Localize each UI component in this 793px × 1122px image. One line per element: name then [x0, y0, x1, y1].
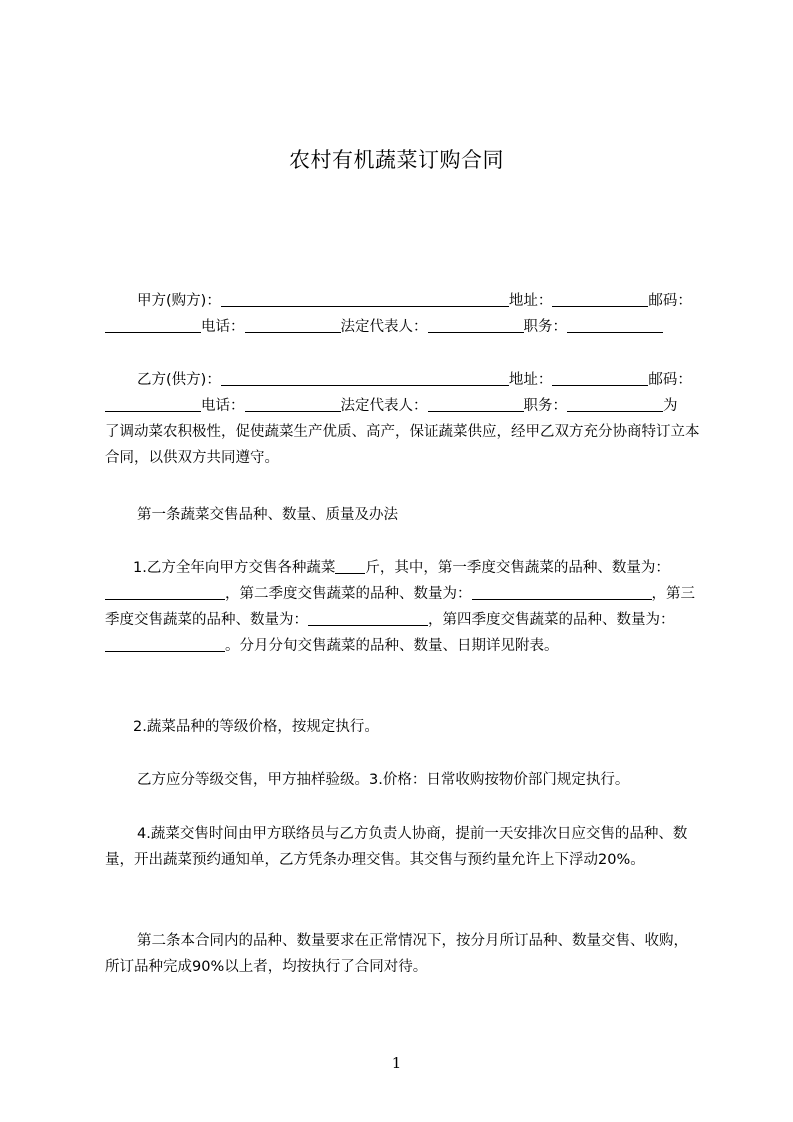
article1-item3: 乙方应分等级交售，甲方抽样验级。3.价格：日常收购按物价部门规定执行。	[137, 772, 630, 788]
party-a-postcode-blank	[105, 316, 201, 333]
article1-item1	[105, 555, 702, 659]
party-b-phone-label: 电话：	[201, 398, 245, 414]
item1-q2-blank	[472, 583, 652, 600]
party-b-rep-label: 法定代表人：	[340, 398, 428, 414]
item1-part-b: 斤，其中，第一季度交售蔬菜的品种、数量为：	[365, 560, 670, 576]
party-a-postcode-label: 邮码：	[648, 293, 692, 309]
party-a-position-blank	[567, 316, 663, 333]
item1-part-a: 1.乙方全年向甲方交售各种蔬菜	[133, 560, 336, 576]
item1-quantity-blank	[335, 557, 365, 574]
party-a-phone-blank	[245, 316, 341, 333]
party-b-address-blank	[552, 369, 648, 386]
party-b-name-blank	[221, 369, 509, 386]
item1-part-f: 。分月分旬交售蔬菜的品种、数量、日期详见附表。	[225, 638, 559, 654]
party-b-postcode-blank	[105, 395, 201, 412]
party-a-phone-label: 电话：	[201, 319, 245, 335]
party-b-rep-blank	[428, 395, 524, 412]
party-a-address-blank	[552, 290, 648, 307]
party-a-label: 甲方(购方)：	[137, 293, 221, 309]
item1-part-c: ，第二季度交售蔬菜的品种、数量为：	[225, 586, 472, 602]
party-b-position-blank	[567, 395, 663, 412]
article1-item2: 2.蔬菜品种的等级价格，按规定执行。	[133, 719, 379, 735]
party-b-address-label: 地址：	[508, 372, 553, 388]
item1-q3-blank	[308, 609, 428, 626]
party-a-position-label: 职务：	[523, 319, 567, 335]
item1-part-e: ，第四季度交售蔬菜的品种、数量为：	[428, 612, 675, 628]
article1-item4: 4.蔬菜交售时间由甲方联络员与乙方负责人协商，提前一天安排次日应交售的品种、数量，开出蔬菜预约通知单，乙方凭条办理交售。其交售与预约量允许上下浮动20%。	[105, 826, 688, 868]
party-a-rep-blank	[428, 316, 524, 333]
party-b-phone-blank	[245, 395, 341, 412]
document-title: 农村有机蔬菜订购合同	[289, 148, 504, 172]
party-b-purpose: 了调动菜农积极性，促使蔬菜生产优质、高产，保证蔬菜供应，经甲乙双方充分协商特订立本合同，以供双方共同遵守。	[105, 424, 700, 466]
party-b-label: 乙方(供方)：	[137, 372, 221, 388]
item1-part-d: ，第三季度交售蔬菜的品种、数量为：	[105, 586, 695, 628]
item1-q4-blank	[105, 635, 225, 652]
item1-q1-blank	[105, 583, 225, 600]
party-b-tail: 为	[663, 398, 678, 414]
party-a-address-label: 地址：	[508, 293, 553, 309]
page-number: 1	[391, 1054, 402, 1072]
party-b-position-label: 职务：	[523, 398, 567, 414]
party-a-block	[105, 288, 702, 340]
party-a-rep-label: 法定代表人：	[340, 319, 428, 335]
party-a-name-blank	[221, 290, 509, 307]
party-b-block	[105, 367, 702, 471]
article1-heading: 第一条蔬菜交售品种、数量、质量及办法	[137, 507, 398, 523]
party-b-postcode-label: 邮码：	[648, 372, 692, 388]
article2: 第二条本合同内的品种、数量要求在正常情况下，按分月所订品种、数量交售、收购，所订品种完成90%以上者，均按执行了合同对待。	[105, 933, 688, 975]
